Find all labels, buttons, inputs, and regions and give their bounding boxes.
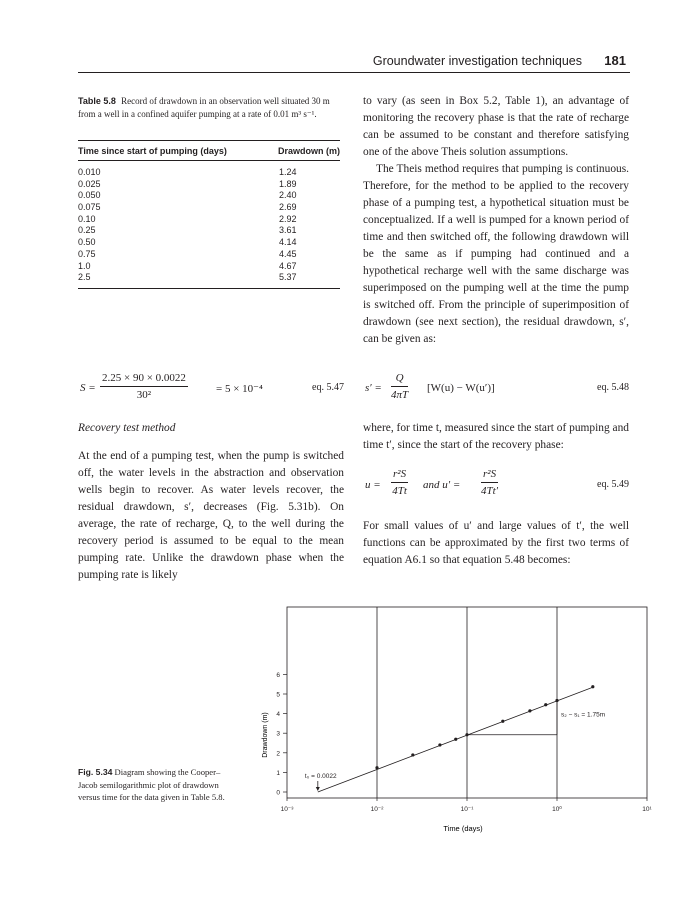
eq548-denominator: 4πT: [391, 389, 409, 401]
table-cell-time: 1.0: [78, 260, 91, 271]
eq547-result: = 5 × 10⁻⁴: [216, 383, 263, 395]
eq549-numerator-u: r²S: [391, 468, 408, 483]
eq548-fraction: [391, 372, 408, 401]
body-paragraph: At the end of a pumping test, when the pump is switched off, the water levels in the abstraction and observation wells begin to recover. As water levels recover, the residual drawdown, s′, decreases (Fig. 5.31b). On average, the rate of recharge, Q, to the well during the recovery period is assumed to be equal to the mean pumping rate. Unlike the drawdown phase when the pumping rate is likely: [78, 450, 344, 581]
table-body: [78, 161, 340, 288]
table-cell-time: 0.050: [78, 190, 101, 201]
right-column: [363, 93, 629, 348]
x-tick-label: 10⁰: [552, 806, 562, 813]
body-paragraph: For small values of u′ and large values of t′, the well functions can be approximated by the first two terms of equation A6.1 so that equation 5.48 becomes:: [363, 520, 629, 566]
running-header: [78, 52, 630, 73]
table-row: [78, 249, 340, 261]
cooper-jacob-chart: [250, 602, 650, 834]
table-row: [78, 225, 340, 237]
data-point: [454, 738, 457, 741]
equation-5-48: [363, 372, 629, 408]
data-table: [78, 140, 340, 289]
x-tick-label: 10⁻³: [280, 806, 294, 813]
table-cell-time: 0.50: [78, 237, 96, 248]
table-cell-time: 0.10: [78, 213, 96, 224]
body-paragraph: where, for time t, measured since the start of pumping and time t′, since the start of the recovery phase:: [363, 422, 629, 451]
eq549-denominator-u: 4Tt: [392, 485, 407, 497]
table-cell-time: 0.75: [78, 248, 96, 259]
eq548-number: eq. 5.48: [597, 382, 629, 393]
table-cell-drawdown: 3.61: [279, 225, 297, 236]
data-point: [528, 709, 531, 712]
table-cell-drawdown: 4.67: [279, 260, 297, 271]
table-header-row: [78, 141, 340, 160]
table-label: Table 5.8: [78, 96, 116, 106]
table-cell-time: 0.025: [78, 178, 101, 189]
eq549-lhs-u: u =: [365, 479, 381, 491]
figure-caption: [78, 766, 228, 804]
y-tick-label: 0: [276, 789, 280, 797]
equation-5-49: [363, 468, 629, 504]
eq547-denominator: 30²: [136, 389, 152, 401]
eq547-number: eq. 5.47: [312, 382, 344, 393]
x-tick-label: 10⁻²: [370, 806, 384, 813]
table-header-time: Time since start of pumping (days): [78, 146, 227, 156]
table-cell-drawdown: 1.89: [279, 178, 297, 189]
table-cell-time: 2.5: [78, 272, 91, 283]
eq549-fraction-uprime: [481, 468, 498, 497]
y-tick-label: 6: [276, 671, 280, 679]
y-tick-label: 4: [276, 711, 280, 719]
table-cell-drawdown: 4.14: [279, 237, 297, 248]
table-caption-text: Record of drawdown in an observation well situated 30 m from a well in a confined aquifer pumping at a rate of 0.01 m³ s⁻¹.: [78, 96, 330, 119]
data-point: [438, 743, 441, 746]
x-axis-label: Time (days): [443, 824, 483, 833]
y-tick-label: 1: [276, 769, 280, 777]
page-number: 181: [604, 53, 626, 68]
y-tick-label: 5: [276, 691, 280, 699]
figure-label: Fig. 5.34: [78, 767, 113, 777]
section-heading: Recovery test method: [78, 422, 176, 434]
table-cell-time: 0.25: [78, 225, 96, 236]
eq548-numerator: Q: [391, 372, 408, 387]
body-paragraph: The Theis method requires that pumping is continuous. Therefore, for the method to be applied to the recovery phase of a pumping test, a hypothetical situation must be conceptualized. If a well is pumped for a known period of time and then switched off, the following drawdown will be the same as if pumping had continued and a hypothetical recharge well with the same discharge was superimposed on the pumping well at the time the pump is switched off. From the principle of superimposition of drawdown (see next section), the residual drawdown, s′, can be given as:: [363, 163, 629, 345]
eq547-fraction: [100, 372, 188, 401]
table-header-drawdown: Drawdown (m): [278, 146, 340, 156]
eq549-number: eq. 5.49: [597, 479, 629, 490]
data-point: [501, 720, 504, 723]
table-cell-drawdown: 1.24: [279, 167, 297, 177]
data-point: [544, 703, 547, 706]
table-row: [78, 272, 340, 284]
y-axis-label: Drawdown (m): [262, 712, 269, 758]
eq548-lhs: s′ =: [365, 382, 382, 394]
recovery-section: [78, 420, 344, 584]
data-point: [555, 699, 558, 702]
eq548-bracket: [W(u) − W(u′)]: [427, 382, 495, 394]
eq549-mid: and u′ =: [423, 479, 461, 491]
y-tick-label: 3: [276, 730, 280, 738]
table-cell-drawdown: 2.92: [279, 213, 297, 224]
eq549-fraction-u: [391, 468, 408, 497]
table-caption: [78, 95, 338, 120]
eq549-numerator-uprime: r²S: [481, 468, 498, 483]
table-cell-time: 0.075: [78, 202, 101, 213]
table-row: [78, 237, 340, 249]
table-cell-drawdown: 5.37: [279, 272, 297, 283]
data-point: [375, 766, 378, 769]
table-cell-drawdown: 2.69: [279, 202, 297, 213]
table-row: [78, 167, 340, 179]
drawdown-difference-label: s₂ − s₁ = 1.75m: [561, 711, 606, 719]
t0-label: t₀ = 0.0022: [304, 773, 337, 780]
table-row: [78, 179, 340, 191]
running-title: Groundwater investigation techniques: [372, 54, 582, 68]
table-cell-drawdown: 2.40: [279, 190, 297, 201]
table-cell-drawdown: 4.45: [279, 248, 297, 259]
table-row: [78, 214, 340, 226]
x-tick-label: 10⁻¹: [460, 806, 474, 813]
body-paragraph: to vary (as seen in Box 5.2, Table 1), an advantage of monitoring the recovery phase is that the rate of recharge can be assumed to be constant and therefore satisfying one of the above Theis solution assumptions.: [363, 95, 629, 158]
data-point: [411, 753, 414, 756]
x-tick-label: 10¹: [642, 806, 652, 813]
equation-5-47: [78, 372, 344, 406]
figure-caption-text: Diagram showing the Cooper–Jacob semilogarithmic plot of drawdown versus time for the data given in Table 5.8.: [78, 767, 225, 802]
table-row: [78, 202, 340, 214]
data-point: [465, 733, 468, 736]
eq549-denominator-uprime: 4Tt′: [481, 485, 499, 497]
y-tick-label: 2: [276, 750, 280, 758]
eq547-lhs: S =: [80, 382, 96, 394]
table-row: [78, 261, 340, 273]
table-cell-time: 0.010: [78, 167, 101, 177]
table-row: [78, 190, 340, 202]
eq547-numerator: 2.25 × 90 × 0.0022: [100, 372, 188, 387]
data-point: [591, 685, 594, 688]
